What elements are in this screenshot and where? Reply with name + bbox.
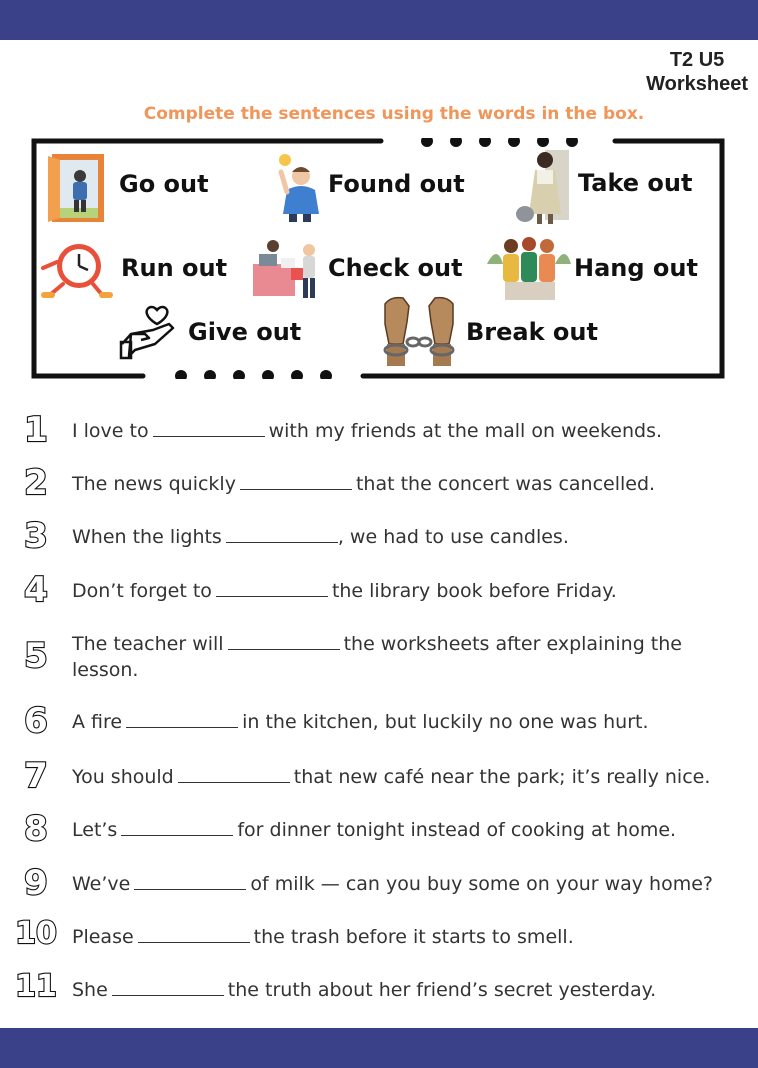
word-take-out: Take out bbox=[578, 169, 693, 197]
question-text bbox=[72, 471, 742, 497]
idea-person-icon bbox=[275, 152, 325, 224]
sentence-start: We’ve bbox=[72, 873, 131, 895]
friends-group-icon bbox=[485, 234, 571, 302]
word-go-out: Go out bbox=[119, 170, 209, 198]
question-number: 8 bbox=[24, 809, 48, 849]
sentence-start: Please bbox=[72, 926, 134, 948]
sentence-start: You should bbox=[72, 766, 174, 788]
word-check-out: Check out bbox=[328, 254, 463, 282]
answer-blank[interactable] bbox=[153, 418, 265, 437]
sentence-end: of milk — can you buy some on your way home? bbox=[250, 873, 713, 895]
shop-checkout-icon bbox=[251, 238, 325, 300]
sentence-start: I love to bbox=[72, 420, 149, 442]
question-text bbox=[72, 524, 742, 550]
answer-blank[interactable] bbox=[226, 524, 338, 543]
question-text bbox=[72, 578, 742, 604]
word-give-out: Give out bbox=[188, 318, 302, 346]
question-text bbox=[72, 817, 742, 843]
question-number: 10 bbox=[15, 916, 57, 951]
sentence-end: the trash before it starts to smell. bbox=[253, 926, 574, 948]
answer-blank[interactable] bbox=[178, 764, 290, 783]
answer-blank[interactable] bbox=[216, 578, 328, 597]
sentence-end: the library book before Friday. bbox=[331, 580, 617, 602]
hand-heart-icon bbox=[119, 304, 177, 360]
bottom-banner bbox=[0, 1028, 758, 1068]
answer-blank[interactable] bbox=[126, 709, 238, 728]
sentence-start: A fire bbox=[72, 711, 123, 733]
title-line-2: Worksheet bbox=[646, 73, 748, 95]
answer-blank[interactable] bbox=[138, 924, 250, 943]
answer-blank[interactable] bbox=[134, 871, 246, 890]
worksheet-title bbox=[646, 48, 748, 96]
word-break-out: Break out bbox=[466, 318, 598, 346]
word-box bbox=[31, 138, 725, 379]
answer-blank[interactable] bbox=[121, 817, 233, 836]
sentence-end: the worksheets after explaining the lesson. bbox=[72, 633, 682, 681]
sentence-end: , we had to use candles. bbox=[337, 526, 569, 548]
sentence-end: that the concert was cancelled. bbox=[355, 473, 656, 495]
answer-blank[interactable] bbox=[240, 471, 352, 490]
question-number: 6 bbox=[24, 701, 48, 741]
question-number: 11 bbox=[15, 969, 57, 1004]
question-text bbox=[72, 418, 742, 444]
answer-blank[interactable] bbox=[228, 631, 340, 650]
sentence-start: The teacher will bbox=[72, 633, 224, 655]
question-number: 3 bbox=[24, 516, 48, 556]
question-number: 5 bbox=[24, 636, 48, 676]
question-text bbox=[72, 709, 742, 735]
sentence-end: in the kitchen, but luckily no one was hurt. bbox=[242, 711, 649, 733]
word-run-out: Run out bbox=[121, 254, 228, 282]
running-clock-icon bbox=[41, 240, 113, 300]
sentence-start: She bbox=[72, 979, 108, 1001]
instruction-text: Complete the sentences using the words in the box. bbox=[143, 104, 645, 124]
question-number: 2 bbox=[24, 463, 48, 503]
question-number: 9 bbox=[24, 863, 48, 903]
question-text bbox=[72, 871, 742, 897]
open-door-person-icon bbox=[46, 152, 106, 224]
question-number: 7 bbox=[24, 756, 48, 796]
sentence-end: for dinner tonight instead of cooking at home. bbox=[237, 819, 677, 841]
top-banner bbox=[0, 0, 758, 40]
question-text bbox=[72, 924, 742, 950]
question-text bbox=[72, 764, 742, 790]
sentence-start: Don’t forget to bbox=[72, 580, 212, 602]
sentence-start: The news quickly bbox=[72, 473, 236, 495]
sentence-end: that new café near the park; it’s really nice. bbox=[293, 766, 711, 788]
sentence-end: with my friends at the mall on weekends. bbox=[268, 420, 663, 442]
title-line-1: T2 U5 bbox=[669, 49, 725, 71]
sentence-end: the truth about her friend’s secret yesterday. bbox=[227, 979, 657, 1001]
broken-chain-fists-icon bbox=[377, 294, 461, 370]
question-text bbox=[72, 977, 742, 1003]
answer-blank[interactable] bbox=[112, 977, 224, 996]
question-number: 1 bbox=[24, 410, 48, 450]
question-text bbox=[72, 631, 742, 683]
sentence-start: Let’s bbox=[72, 819, 118, 841]
word-hang-out: Hang out bbox=[574, 254, 698, 282]
question-number: 4 bbox=[24, 570, 48, 610]
sentence-start: When the lights bbox=[72, 526, 222, 548]
word-found-out: Found out bbox=[328, 170, 465, 198]
trash-bag-person-icon bbox=[515, 148, 575, 226]
